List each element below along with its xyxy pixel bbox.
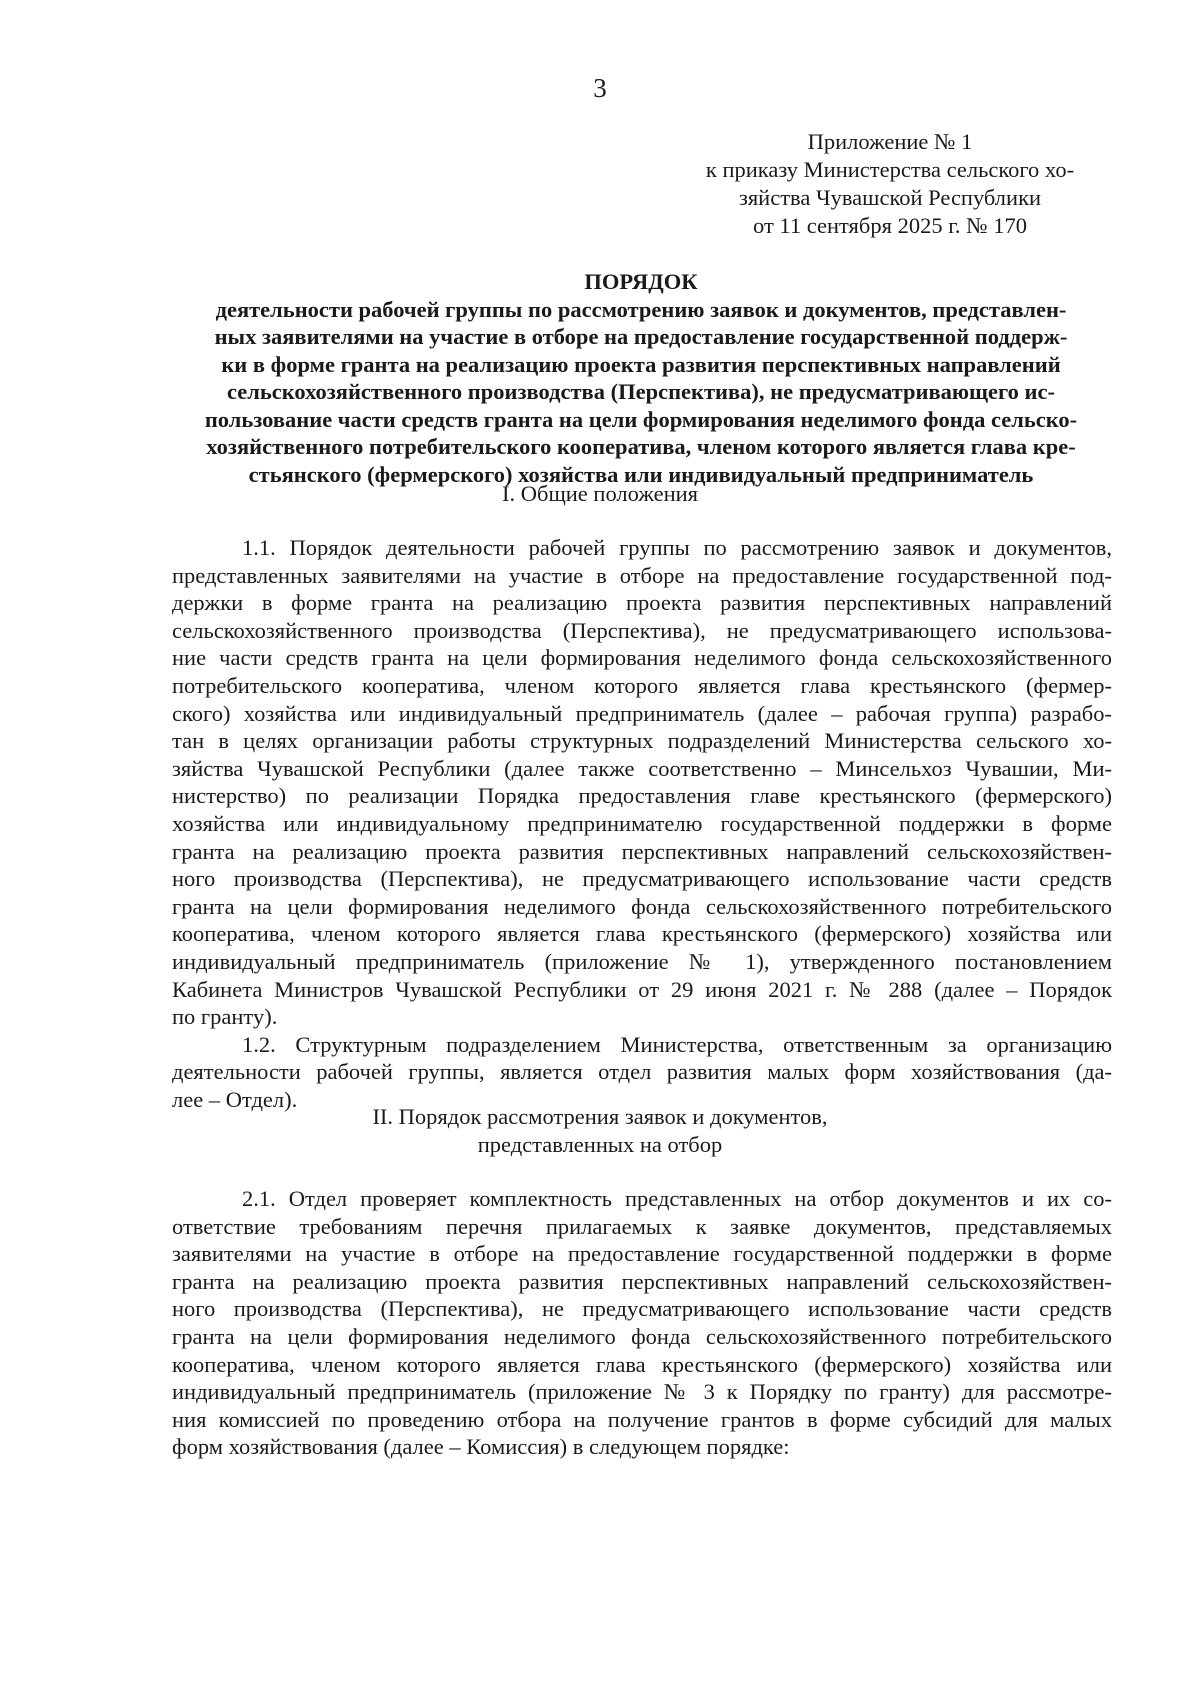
section-1-heading [0, 480, 1200, 508]
text-line: ского) хозяйства или индивидуальный предприниматель (далее – рабочая группа) разрабо- [172, 700, 1112, 726]
appendix-line: Приложение № 1 [807, 129, 973, 154]
text-line: гранта на цели формирования неделимого фонда сельскохозяйственного потребительского [172, 893, 1112, 919]
appendix-line: к приказу Министерства сельского хо- [705, 157, 1075, 182]
section-2-body [172, 1185, 1112, 1461]
appendix-reference [690, 128, 1090, 240]
paragraph-2-1 [172, 1185, 1112, 1461]
text-line: тан в целях организации работы структурных подразделений Министерства сельского хо- [172, 728, 1112, 754]
text-line: гранта на цели формирования неделимого фонда сельскохозяйственного потребительского [172, 1323, 1112, 1349]
section-1-heading-text: I. Общие положения [502, 481, 698, 506]
page-number: 3 [593, 73, 607, 103]
text-line: держки в форме гранта на реализацию проекта развития перспективных направлений [172, 590, 1112, 616]
section-2-heading-line: представленных на отбор [477, 1132, 723, 1157]
title-line: деятельности рабочей группы по рассмотрению заявок и документов, представлен- [215, 296, 1067, 322]
appendix-line: от 11 сентября 2025 г. № 170 [753, 213, 1027, 238]
title-line: ных заявителями на участие в отборе на предоставление государственной поддерж- [214, 324, 1068, 349]
section-1-body [172, 534, 1112, 1113]
section-2-heading [0, 1103, 1200, 1159]
document-title [170, 268, 1112, 488]
text-line: кооператива, членом которого является глава крестьянского (фермерского) хозяйства или [172, 1351, 1112, 1377]
title-line: ки в форме гранта на реализацию проекта развития перспективных направлений [221, 351, 1061, 377]
text-line: лее – Отдел). [172, 1086, 298, 1112]
text-line: нистерство) по реализации Порядка предоставления главе крестьянского (фермерского) [172, 783, 1112, 809]
title-line: стьянского (фермерского) хозяйства или индивидуальный предприниматель [248, 461, 1034, 487]
title-line: хозяйственного потребительского кооператива, членом которого является глава кре- [206, 434, 1076, 459]
title-heading: ПОРЯДОК [584, 269, 698, 294]
text-line: индивидуальный предприниматель (приложение № 1), утвержденного постановлением [172, 948, 1112, 974]
text-line: 2.1. Отдел проверяет комплектность представленных на отбор документов и их со- [242, 1186, 1112, 1211]
text-line: хозяйства или индивидуальному предпринимателю государственной поддержки в форме [172, 810, 1112, 836]
text-line: индивидуальный предприниматель (приложение № 3 к Порядку по гранту) для рассмотре- [172, 1379, 1112, 1405]
text-line: представленных заявителями на участие в отборе на предоставление государственной под- [172, 562, 1112, 588]
text-line: сельскохозяйственного производства (Перспектива), не предусматривающего использова- [172, 617, 1112, 643]
text-line: по гранту). [172, 1004, 278, 1030]
text-line: ния комиссией по проведению отбора на получение грантов в форме субсидий для малых [172, 1406, 1112, 1432]
text-line: 1.2. Структурным подразделением Министерства, ответственным за организацию [242, 1031, 1112, 1057]
text-line: ние части средств гранта на цели формирования неделимого фонда сельскохозяйственного [172, 645, 1112, 671]
text-line: гранта на реализацию проекта развития перспективных направлений сельскохозяйствен- [172, 1268, 1112, 1294]
paragraph-1-2 [172, 1031, 1112, 1114]
title-line: пользование части средств гранта на цели формирования неделимого фонда сельско- [204, 406, 1078, 432]
text-line: кооператива, членом которого является глава крестьянского (фермерского) хозяйства или [172, 921, 1112, 947]
text-line: гранта на реализацию проекта развития перспективных направлений сельскохозяйствен- [172, 838, 1112, 864]
title-line: сельскохозяйственного производства (Перспектива), не предусматривающего ис- [226, 379, 1056, 404]
text-line: ответствие требованиям перечня прилагаемых к заявке документов, представляемых [172, 1213, 1112, 1239]
text-line: ного производства (Перспектива), не предусматривающего использование части средств [172, 1296, 1112, 1322]
text-line: ного производства (Перспектива), не предусматривающего использование части средств [172, 866, 1112, 892]
text-line: потребительского кооператива, членом которого является глава крестьянского (фермер- [172, 672, 1112, 698]
section-2-heading-line: II. Порядок рассмотрения заявок и документов, [372, 1104, 828, 1129]
appendix-line: зяйства Чувашской Республики [738, 185, 1042, 210]
text-line: деятельности рабочей группы, является отдел развития малых форм хозяйствования (да- [172, 1059, 1112, 1085]
text-line: зяйства Чувашской Республики (далее также соответственно – Минсельхоз Чувашии, Ми- [172, 755, 1112, 781]
text-line: 1.1. Порядок деятельности рабочей группы по рассмотрению заявок и документов, [242, 535, 1112, 560]
text-line: Кабинета Министров Чувашской Республики от 29 июня 2021 г. № 288 (далее – Порядок [172, 976, 1112, 1002]
text-line: заявителями на участие в отборе на предоставление государственной поддержки в форме [172, 1241, 1112, 1267]
paragraph-1-1 [172, 534, 1112, 1031]
text-line: форм хозяйствования (далее – Комиссия) в следующем порядке: [172, 1434, 790, 1460]
